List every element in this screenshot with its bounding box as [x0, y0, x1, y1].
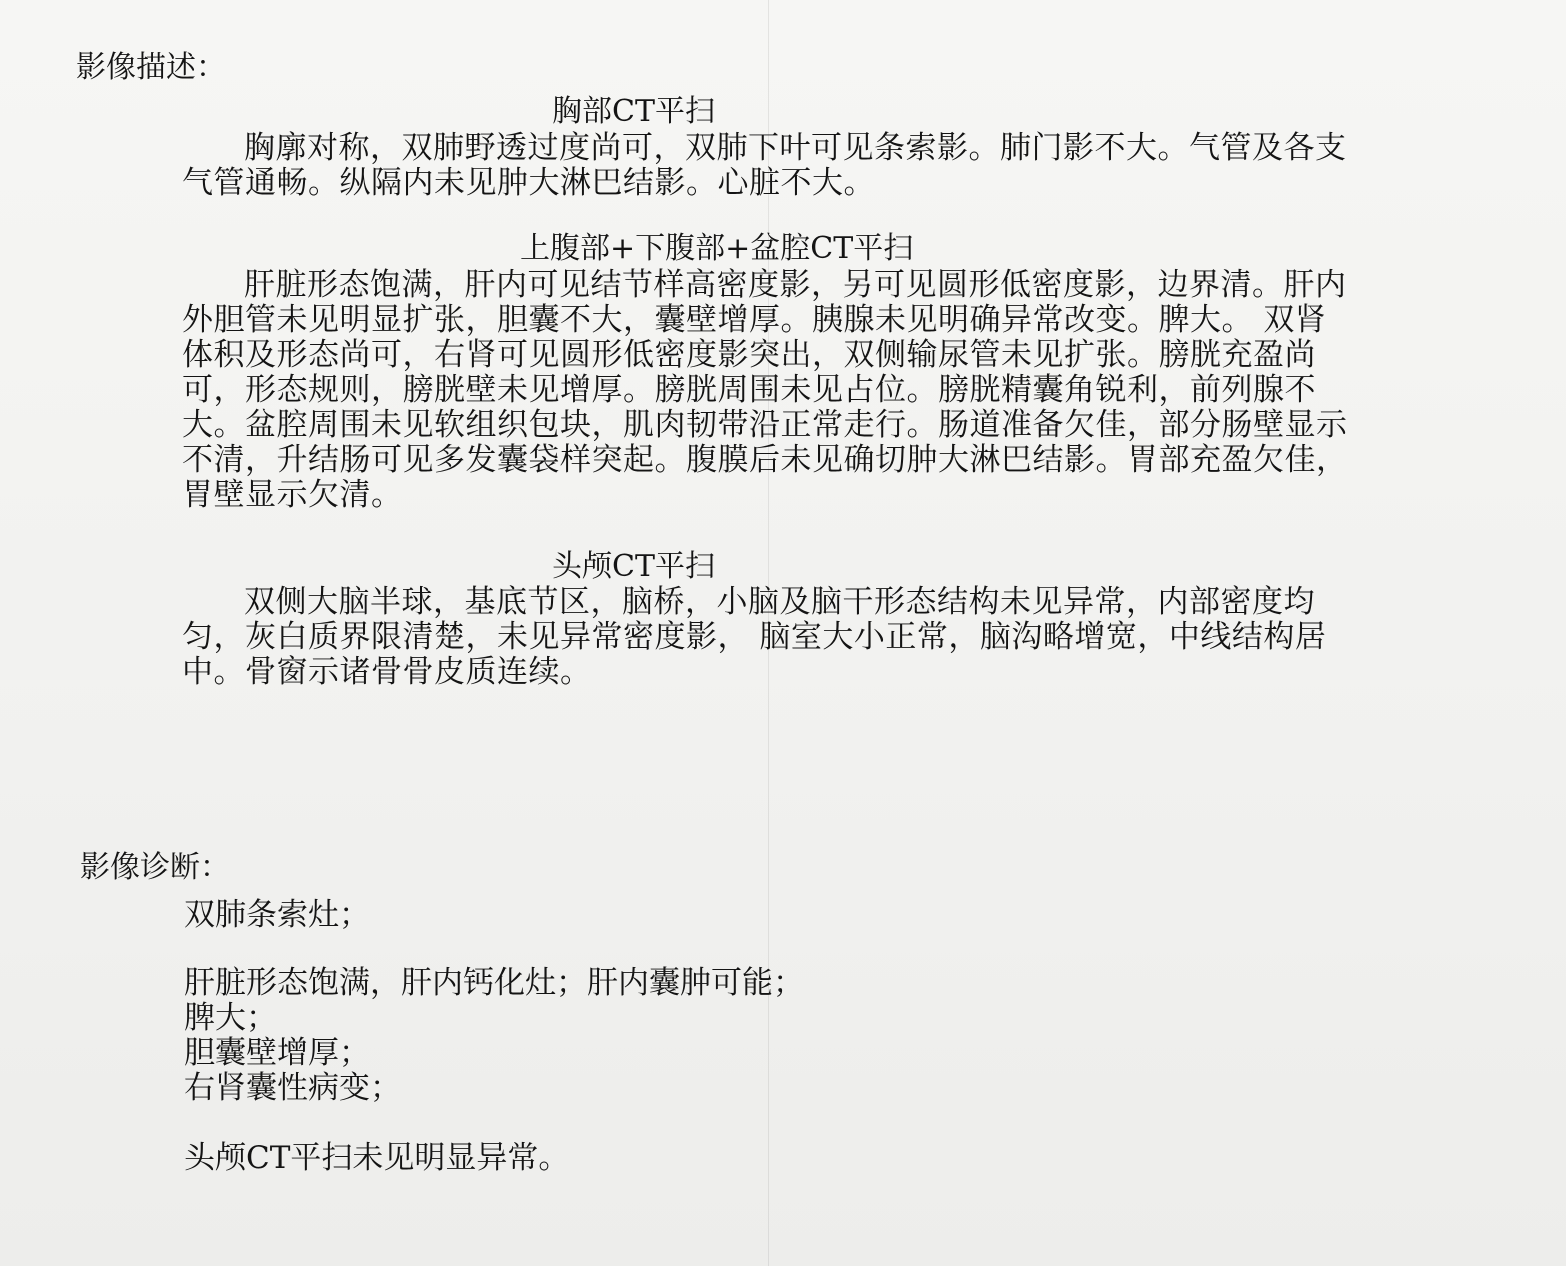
abdomen-pelvis-ct-title: 上腹部+下腹部+盆腔CT平扫 — [520, 231, 914, 266]
chest-ct-title: 胸部CT平扫 — [552, 94, 715, 129]
diagnosis-item: 脾大； — [184, 1000, 277, 1036]
chest-ct-findings: 胸廓对称，双肺野透过度尚可，双肺下叶可见条索影。肺门影不大。气管及各支气管通畅。纵隔内未见肿大淋巴结影。心脏不大。 — [182, 130, 1347, 201]
diagnosis-item: 胆囊壁增厚； — [184, 1035, 370, 1071]
diagnosis-item: 头颅CT平扫未见明显异常。 — [184, 1140, 570, 1176]
abdomen-pelvis-ct-findings: 肝脏形态饱满，肝内可见结节样高密度影，另可见圆形低密度影，边界清。肝内外胆管未见明显扩张，胆囊不大，囊壁增厚。胰腺未见明确异常改变。脾大。 双肾体积及形态尚可，右肾可见圆形低密度影突出，双侧输尿管未见扩张。膀胱充盈尚可，形态规则，膀胱壁未见增厚。膀胱周围未见占位。膀胱精囊角锐利，前列腺不大。盆腔周围未见软组织包块，肌肉韧带沿正常走行。肠道准备欠佳，部分肠壁显示不清，升结肠可见多发囊袋样突起。腹膜后未见确切肿大淋巴结影。胃部充盈欠佳，胃壁显示欠清。 — [182, 267, 1348, 513]
diagnosis-item: 肝脏形态饱满，肝内钙化灶；肝内囊肿可能； — [184, 965, 804, 1001]
head-ct-findings: 双侧大脑半球，基底节区，脑桥，小脑及脑干形态结构未见异常，内部密度均匀，灰白质界限清楚，未见异常密度影， 脑室大小正常，脑沟略增宽，中线结构居中。骨窗示诸骨骨皮质连续。 — [182, 584, 1327, 690]
diagnosis-label: 影像诊断： — [80, 850, 230, 885]
diagnosis-item: 右肾囊性病变； — [184, 1070, 401, 1106]
head-ct-title: 头颅CT平扫 — [552, 549, 715, 584]
description-label: 影像描述： — [76, 50, 226, 85]
diagnosis-item: 双肺条索灶； — [184, 897, 370, 933]
